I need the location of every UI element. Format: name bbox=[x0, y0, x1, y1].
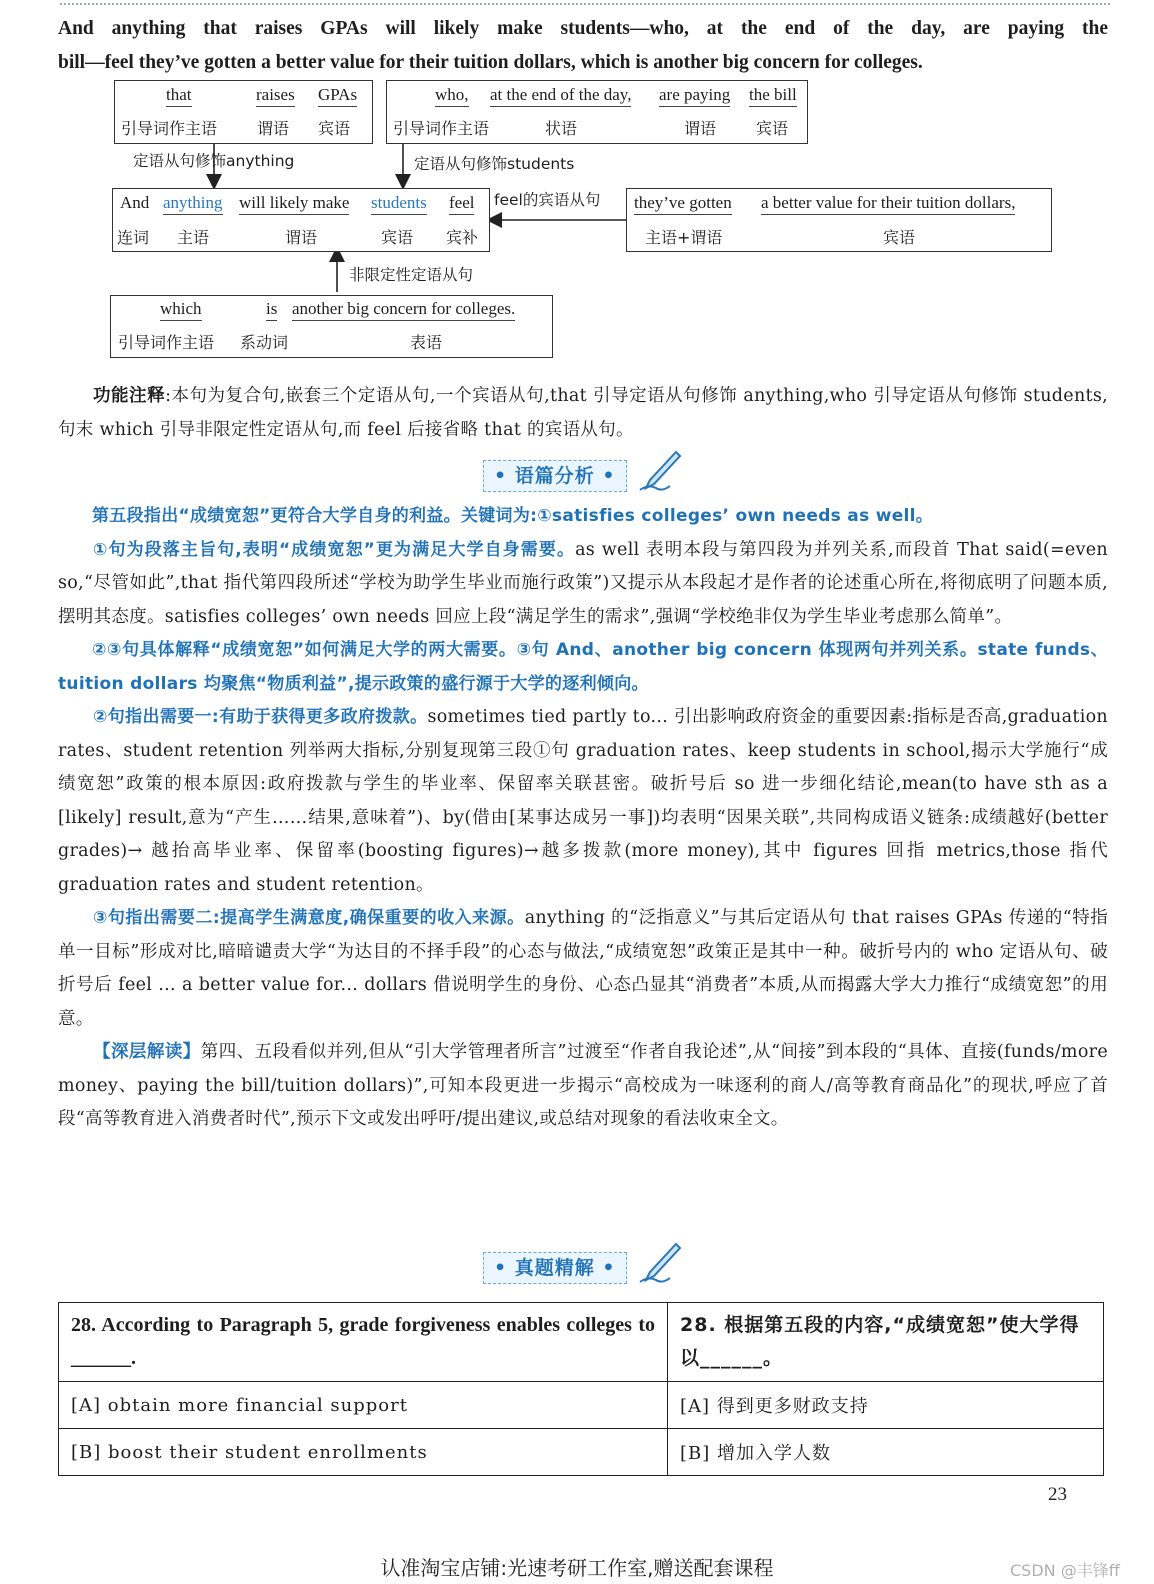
watermark: CSDN @丰锋ff bbox=[1010, 1561, 1120, 1580]
role-object-students: 宾语 bbox=[381, 228, 414, 247]
analysis-body bbox=[58, 500, 1108, 1137]
analysis-paragraph-2: ②③句具体解释“成绩宽恕”如何满足大学的两大需要。③句 And、another big concern 体现两句并列关系。state funds、tuition dollars 均聚焦“物质利益”,提示政策的盛行源于大学的逐利倾向。 bbox=[58, 640, 1108, 694]
pen-icon bbox=[636, 448, 682, 494]
analysis-intro: 第五段指出“成绩宽恕”更符合大学自身的利益。关键词为:①satisfies colleges’ own needs as well。 bbox=[92, 506, 934, 526]
word-who: who, bbox=[435, 85, 469, 107]
word-another-big-concern: another big concern for colleges. bbox=[292, 299, 515, 321]
analysis-paragraph-1 bbox=[58, 534, 1108, 635]
question-cn: 28. 根据第五段的内容,“成绩宽恕”使大学得以______。 bbox=[668, 1303, 1104, 1382]
section-title-discourse-analysis bbox=[483, 460, 627, 492]
word-the-bill: the bill bbox=[749, 85, 797, 107]
analysis-p5-text: 第四、五段看似并列,但从“引大学管理者所言”过渡至“作者自我论述”,从“间接”到本段的“具体、直接(funds/more money、paying the bill/tuition dollars)”,可知本段更进一步揭示“高校成为一味逐利的商人/高等教育商品化”的现状,呼应了首段“高等教育进入消费者时代”,预示下文或发出呼吁/提出建议,或总结对现象的看法收束全文。 bbox=[58, 1042, 1108, 1129]
analysis-p4-highlight: ③句指出需要二:提高学生满意度,确保重要的收入来源。 bbox=[93, 908, 525, 928]
label-nonrestrictive: 非限定性定语从句 bbox=[349, 266, 474, 284]
word-at-end-of-day: at the end of the day, bbox=[490, 85, 631, 107]
section-title-text: • 语篇分析 • bbox=[494, 465, 616, 487]
role-predicative: 表语 bbox=[410, 333, 443, 352]
word-students: students bbox=[371, 193, 427, 215]
role-predicate-paying: 谓语 bbox=[684, 119, 717, 138]
word-raises: raises bbox=[256, 85, 295, 107]
role-object-bill: 宾语 bbox=[756, 119, 789, 138]
option-a-cn: [A] 得到更多财政支持 bbox=[668, 1382, 1104, 1429]
word-which: which bbox=[160, 299, 202, 321]
word-gpas: GPAs bbox=[318, 85, 357, 107]
structure-diagram bbox=[0, 0, 1154, 360]
role-object-value: 宾语 bbox=[883, 228, 916, 247]
role-complement-feel: 宾补 bbox=[446, 228, 479, 247]
lead-line-1: And anything that raises GPAs will likely make students—who, at the end of the day, are paying the bbox=[58, 18, 1108, 39]
analysis-p4-text: anything 的“泛指意义”与其后定语从句 that raises GPAs 传递的“特指单一目标”形成对比,暗暗谴责大学“为达目的不择手段”的心态与做法,“成绩宽恕”政策正是其中一种。破折号内的 who 定语从句、破折号后 feel ... a better value for... dollars 借说明学生的身份、心态凸显其“消费者”本质,从而揭露大学大力推行“成绩宽恕”的用意。 bbox=[58, 908, 1109, 1029]
section-title-question-analysis bbox=[483, 1252, 627, 1284]
label-modifies-anything: 定语从句修饰anything bbox=[133, 152, 295, 170]
analysis-p1-highlight: ①句为段落主旨句,表明“成绩宽恕”更为满足大学自身需要。 bbox=[93, 539, 576, 560]
word-feel: feel bbox=[449, 193, 474, 215]
option-row-a bbox=[59, 1382, 1104, 1429]
analysis-paragraph-4 bbox=[58, 902, 1108, 1036]
word-is: is bbox=[266, 299, 277, 321]
label-object-clause: feel的宾语从句 bbox=[494, 191, 601, 209]
option-b-cn: [B] 增加入学人数 bbox=[668, 1429, 1104, 1476]
role-predicate-raises: 谓语 bbox=[257, 119, 290, 138]
role-subject-predicate: 主语+谓语 bbox=[645, 228, 723, 247]
role-subject-which: 引导词作主语 bbox=[118, 333, 215, 352]
function-note-label: 功能注释 bbox=[93, 386, 166, 406]
word-better-value: a better value for their tuition dollars, bbox=[761, 193, 1015, 215]
lead-line-2: bill—feel they’ve gotten a better value for their tuition dollars, which is another big concern for colleges. bbox=[58, 52, 923, 73]
role-adverbial: 状语 bbox=[545, 119, 578, 138]
word-theyve-gotten: they’ve gotten bbox=[634, 193, 732, 215]
analysis-paragraph-5 bbox=[58, 1036, 1108, 1137]
option-b-en: [B] boost their student enrollments bbox=[59, 1429, 668, 1476]
analysis-paragraph-3 bbox=[58, 701, 1108, 902]
word-that: that bbox=[166, 85, 192, 107]
label-modifies-students: 定语从句修饰students bbox=[414, 155, 575, 173]
question-row bbox=[59, 1303, 1104, 1382]
section-title-text-2: • 真题精解 • bbox=[494, 1257, 616, 1279]
word-are-paying: are paying bbox=[659, 85, 730, 107]
deep-reading-label: 【深层解读】 bbox=[93, 1042, 201, 1062]
option-row-b bbox=[59, 1429, 1104, 1476]
question-table bbox=[58, 1302, 1104, 1476]
option-a-en: [A] obtain more financial support bbox=[59, 1382, 668, 1429]
pen-icon bbox=[636, 1240, 682, 1286]
question-en: 28. According to Paragraph 5, grade forgiveness enables colleges to ______. bbox=[59, 1303, 668, 1382]
page-number: 23 bbox=[1048, 1484, 1067, 1505]
word-will-likely-make: will likely make bbox=[239, 193, 349, 215]
word-and: And bbox=[120, 193, 150, 212]
role-subject-who: 引导词作主语 bbox=[393, 119, 490, 138]
analysis-p1-text: as well 表明本段与第四段为并列关系,而段首 That said(=even so,“尽管如此”,that 指代第四段所述“学校为助学生毕业而施行政策”)又提示从本段起才是作者的论述重心所在,将彻底明了问题本质,摆明其态度。satisfies colleges’ own needs 回应上段“满足学生的需求”,强调“学校绝非仅为学生毕业考虑那么简单”。 bbox=[58, 539, 1108, 627]
role-linking-verb: 系动词 bbox=[240, 333, 289, 352]
role-subject-anything: 主语 bbox=[177, 228, 210, 247]
footer-text: 认准淘宝店铺:光速考研工作室,赠送配套课程 bbox=[380, 1556, 774, 1580]
role-subject-that: 引导词作主语 bbox=[121, 119, 218, 138]
analysis-p3-text: sometimes tied partly to... 引出影响政府资金的重要因素:指标是否高,graduation rates、student retention 列举两大指标,分别复现第三段①句 graduation rates、keep students in school,揭示大学施行“成绩宽恕”政策的根本原因:政府拨款与学生的毕业率、保留率关联甚密。破折号后 so 进一步细化结论,mean(to have sth as a [likely] result,意为“产生……结果,意味着”)、by(借由[某事达成另一事])均表明“因果关联”,共同构成语义链条:成绩越好(better grades)→ 越抬高毕业率、保留率(boosting figures)→越多拨款(more money),其中 figures 回指 metrics,those 指代 graduation rates and student retention。 bbox=[58, 707, 1108, 895]
role-object-gpas: 宾语 bbox=[318, 119, 351, 138]
function-note bbox=[58, 380, 1108, 447]
role-conjunction: 连词 bbox=[117, 228, 150, 247]
role-predicate-make: 谓语 bbox=[285, 228, 318, 247]
function-note-text: :本句为复合句,嵌套三个定语从句,一个宾语从句,that 引导定语从句修饰 anything,who 引导定语从句修饰 students,句末 which 引导非限定性定语从句,而 feel 后接省略 that 的宾语从句。 bbox=[58, 386, 1108, 440]
analysis-p3-highlight: ②句指出需要一:有助于获得更多政府拨款。 bbox=[93, 707, 428, 727]
word-anything: anything bbox=[163, 193, 223, 215]
